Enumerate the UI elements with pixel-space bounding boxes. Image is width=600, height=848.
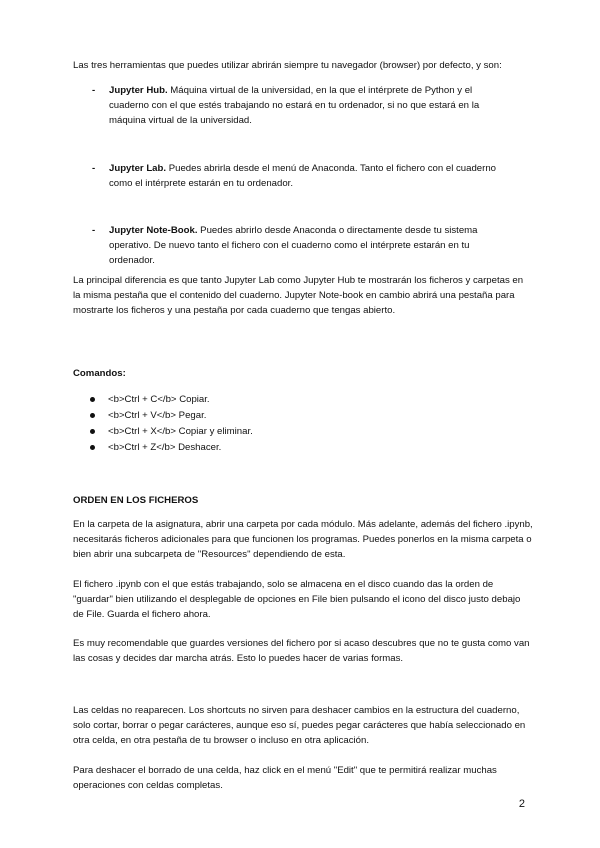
tool-name: Jupyter Hub.: [109, 85, 168, 96]
order-paragraph: En la carpeta de la asignatura, abrir una carpeta por cada módulo. Más adelante, además del fichero .ipynb, necesitarás ficheros adicionales para que funcionen los programas. Puedes ponerlos en la misma carpeta o bien abrir una subcarpeta de "Resources" dependiendo de esta.: [73, 519, 533, 560]
tool-description: Puedes abrirlo desde Anaconda o directamente desde tu sistema operativo. De nuevo tanto el fichero con el cuaderno como el intérprete estarán en tu ordenador.: [109, 225, 478, 266]
intro-paragraph: Las tres herramientas que puedes utilizar abrirán siempre tu navegador (browser) por defecto, y son:: [73, 60, 502, 71]
order-paragraph: Las celdas no reaparecen. Los shortcuts no sirven para deshacer cambios en la estructura del cuaderno, solo cortar, borrar o pegar carácteres, aunque eso sí, puedes pegar carácteres que había seleccionado en otra celda, en otra pestaña de tu browser o incluso en otra aplicación.: [73, 705, 526, 746]
bullet-icon: [90, 429, 95, 434]
order-paragraph: Es muy recomendable que guardes versiones del fichero por si acaso descubres que no te gusta como van las cosas y decides dar marcha atrás. Esto lo puedes hacer de varias formas.: [73, 638, 530, 664]
order-paragraph: Para deshacer el borrado de una celda, haz click en el menú "Edit" que te permitirá realizar muchas operaciones con celdas completas.: [73, 765, 497, 791]
order-heading: ORDEN EN LOS FICHEROS: [73, 495, 199, 506]
bullet-icon: [90, 397, 95, 402]
tool-description: Puedes abrirla desde el menú de Anaconda. Tanto el fichero con el cuaderno como el intérprete estarán en tu ordenador.: [109, 163, 497, 189]
tool-name: Jupyter Note-Book.: [109, 225, 198, 236]
bullet-icon: [90, 445, 95, 450]
document-page: Las tres herramientas que puedes utilizar abrirán siempre tu navegador (browser) por defecto, y son: - Jupyter Hub. Máquina virtual de la universidad, en la que el intérprete de Python y el cuaderno con el que estés trabajando no estará en tu ordenador, si no que estará en la máquina virtual de la universidad. - Jupyter Lab. Puedes abrirla desde el menú de Anaconda. Tanto el fichero con el cuaderno como el intérprete estarán en tu ordenador. - Jupyter Note-Book. Puedes abrirlo desde Anaconda o directamente desde tu sistema operativo. De nuevo tanto el fichero con el cuaderno como el intérprete estarán en tu ordenador. La principal diferencia es que tanto Jupyter Lab como Jupyter Hub te mostrarán los ficheros y carpetas en la misma pestaña que el contenido del cuaderno. Jupyter Note-book en cambio abrirá una pestaña para mostrarte los ficheros y una pestaña por cada cuaderno que tengas abierto. Comandos: <b>Ctrl + C</b> Copiar. <b>Ctrl + V</b> Pegar. <b>Ctrl + X</b> Copiar y eliminar. <b>Ctrl + Z</b> Deshacer. ORDEN EN LOS FICHEROS En la carpeta de la asignatura, abrir una carpeta por cada módulo. Más adelante, además del fichero .ipynb, necesitarás ficheros adicionales para que funcionen los programas. Puedes ponerlos en la misma carpeta o bien abrir una subcarpeta de "Resources" dependiendo de esta. El fichero .ipynb con el que estás trabajando, solo se almacena en el disco cuando das la orden de "guardar" bien utilizando el desplegable de opciones en File bien pulsando el icono del disco justo debajo de File. Guarda el fichero ahora. Es muy recomendable que guardes versiones del fichero por si acaso descubres que no te gusta como van las cosas y decides dar marcha atrás. Esto lo puedes hacer de varias formas. Las celdas no reaparecen. Los shortcuts no sirven para deshacer cambios en la estructura del cuaderno, solo cortar, borrar o pegar carácteres, aunque eso sí, puedes pegar carácteres que había seleccionado en otra celda, en otra pestaña de tu browser o incluso en otra aplicación. Para deshacer el borrado de una celda, haz click en el menú "Edit" que te permitirá realizar muchas operaciones con celdas completas. 2: [73, 60, 533, 810]
dash-marker: -: [92, 163, 96, 174]
dash-marker: -: [92, 85, 96, 96]
order-paragraph: El fichero .ipynb con el que estás trabajando, solo se almacena en el disco cuando das la orden de "guardar" bien utilizando el desplegable de opciones en File bien pulsando el icono del disco justo debajo de File. Guarda el fichero ahora.: [73, 579, 521, 620]
commands-heading: Comandos:: [73, 368, 126, 379]
page-number: 2: [518, 798, 525, 810]
dash-marker: -: [92, 225, 96, 236]
tool-name: Jupyter Lab.: [109, 163, 167, 174]
tool-description: Máquina virtual de la universidad, en la que el intérprete de Python y el cuaderno con el que estés trabajando no estará en tu ordenador, si no que estará en la máquina virtual de la universidad.: [109, 85, 480, 126]
bullet-icon: [90, 413, 95, 418]
difference-paragraph: La principal diferencia es que tanto Jupyter Lab como Jupyter Hub te mostrarán los ficheros y carpetas en la misma pestaña que el contenido del cuaderno. Jupyter Note-book en cambio abrirá una pestaña para mostrarte los ficheros y una pestaña por cada cuaderno que tengas abierto.: [73, 275, 524, 316]
